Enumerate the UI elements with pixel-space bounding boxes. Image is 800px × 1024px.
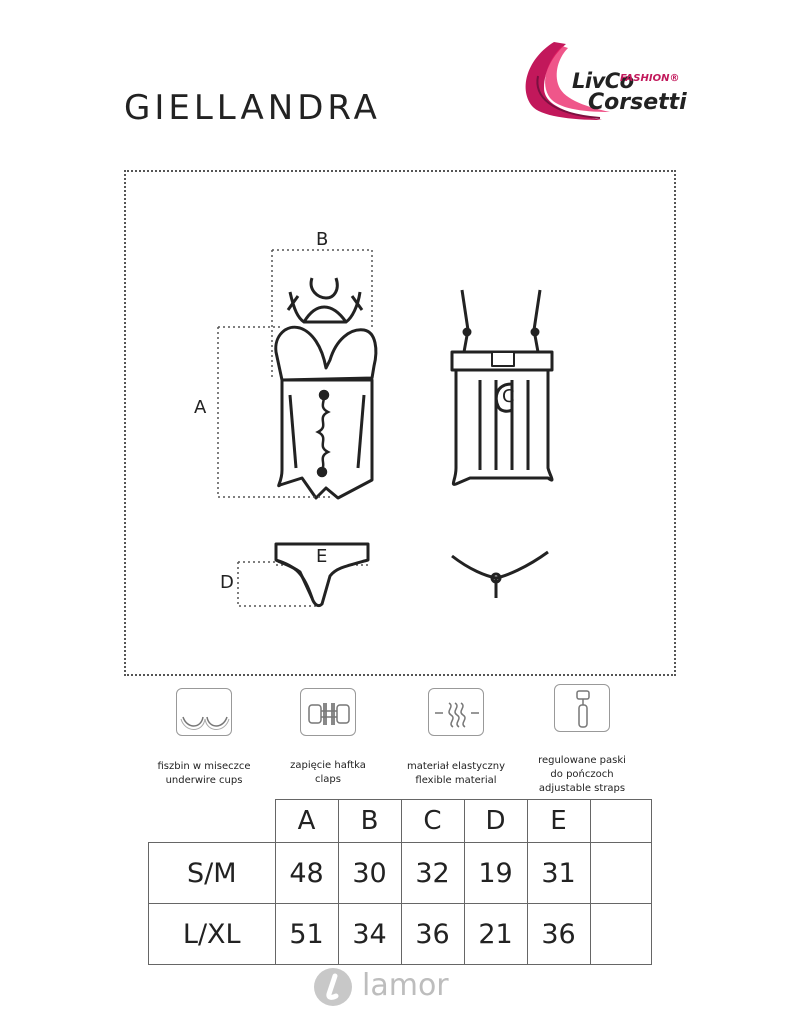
column-header-c: C — [401, 800, 464, 843]
feature-adjustable-straps-pl: regulowane paski — [538, 755, 626, 766]
feature-flexible-material-pl: materiał elastyczny — [406, 761, 506, 772]
column-header-empty — [590, 800, 651, 843]
feature-adjustable-straps-pl2: do pończoch — [550, 769, 614, 780]
claps-icon — [300, 688, 356, 736]
feature-underwire-cups-pl: fiszbin w miseczce — [157, 761, 251, 772]
label-e: E — [316, 546, 328, 567]
label-b: B — [316, 229, 329, 250]
feature-adjustable-straps-en: adjustable straps — [538, 783, 626, 794]
feature-underwire-cups-en: underwire cups — [165, 775, 243, 786]
size-table — [148, 799, 652, 965]
table-cell: 30 — [338, 843, 401, 904]
label-d: D — [220, 572, 234, 593]
brand-name-line1: LivCo — [572, 69, 634, 93]
feature-flexible-material-en: flexible material — [415, 775, 497, 786]
table-cell: 31 — [527, 843, 590, 904]
table-row — [149, 904, 652, 965]
table-cell: 36 — [527, 904, 590, 965]
table-cell: 48 — [275, 843, 338, 904]
size-label: S/M — [149, 843, 276, 904]
table-cell: 32 — [401, 843, 464, 904]
brand-fashion-label: FASHION® — [620, 73, 680, 84]
table-row — [149, 843, 652, 904]
table-cell-empty — [590, 904, 651, 965]
size-table-header — [149, 800, 652, 843]
lamor-wordmark: lamor — [362, 968, 449, 1003]
column-header-a: A — [275, 800, 338, 843]
table-cell: 51 — [275, 904, 338, 965]
flexible-material-icon — [428, 688, 484, 736]
column-header-b: B — [338, 800, 401, 843]
product-title: GIELLANDRA — [124, 88, 381, 128]
table-cell: 34 — [338, 904, 401, 965]
table-cell: 36 — [401, 904, 464, 965]
brand-name-line2: Corsetti — [588, 90, 687, 115]
feature-claps-pl: zapięcie haftka — [290, 760, 366, 771]
thong-back — [452, 552, 548, 598]
feature-claps-en: claps — [315, 774, 341, 785]
column-header-e: E — [527, 800, 590, 843]
table-cell: 21 — [464, 904, 527, 965]
table-cell: 19 — [464, 843, 527, 904]
feature-adjustable-straps — [507, 754, 657, 796]
adjustable-straps-icon — [554, 684, 610, 732]
underwire-cups-icon — [176, 688, 232, 736]
lamor-badge-icon — [314, 968, 352, 1006]
size-label: L/XL — [149, 904, 276, 965]
column-header-d: D — [464, 800, 527, 843]
corset-front — [276, 278, 376, 498]
label-c: C — [502, 386, 515, 407]
table-cell-empty — [590, 843, 651, 904]
label-a: A — [194, 397, 207, 418]
table-corner — [149, 800, 276, 843]
lamor-watermark — [314, 966, 474, 1006]
